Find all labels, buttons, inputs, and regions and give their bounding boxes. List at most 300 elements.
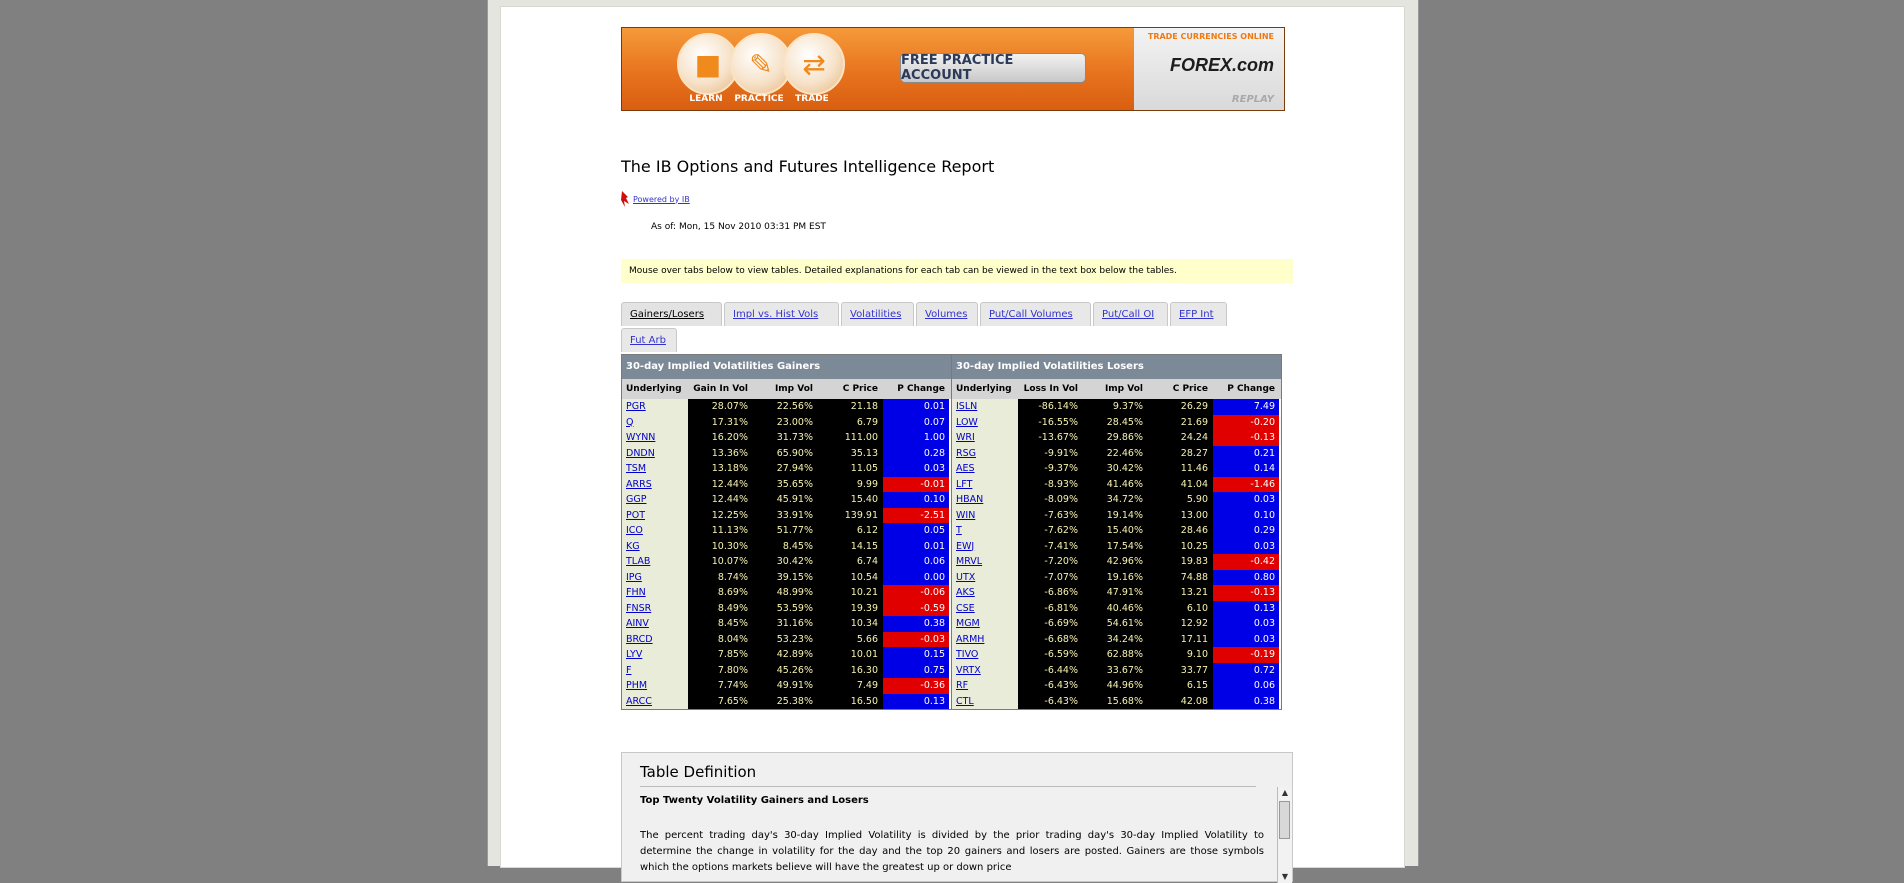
imp-vol-cell: 31.16% — [753, 616, 818, 632]
p-change-cell: 0.38 — [883, 616, 949, 632]
c-price-cell: 28.46 — [1148, 523, 1213, 539]
p-change-cell: 0.80 — [1213, 570, 1279, 586]
trade-label: TRADE — [795, 94, 829, 104]
c-price-cell: 13.00 — [1148, 508, 1213, 524]
c-price-cell: 41.04 — [1148, 477, 1213, 493]
symbol-link[interactable]: TSM — [626, 463, 647, 474]
underlying-symbol-cell — [952, 647, 1018, 663]
c-price-cell: 6.74 — [818, 554, 883, 570]
symbol-link[interactable]: TLAB — [626, 556, 651, 567]
underlying-symbol-cell — [622, 585, 688, 601]
gainers-table-title: 30-day Implied Volatilities Gainers — [622, 355, 951, 379]
symbol-link[interactable]: LYV — [626, 649, 643, 660]
vol-change-cell: 11.13% — [688, 523, 753, 539]
vol-change-cell: -86.14% — [1018, 399, 1083, 415]
p-change-cell: 0.38 — [1213, 694, 1279, 710]
imp-vol-cell: 19.14% — [1083, 508, 1148, 524]
imp-vol-cell: 9.37% — [1083, 399, 1148, 415]
p-change-cell: 0.75 — [883, 663, 949, 679]
p-change-cell: -0.01 — [883, 477, 949, 493]
gainers-table — [621, 354, 952, 710]
tab-volatilities[interactable]: Volatilities — [841, 302, 914, 326]
symbol-link[interactable]: UTX — [956, 571, 976, 583]
tab-impl-vs-hist-vols[interactable]: Impl vs. Hist Vols — [724, 302, 839, 326]
underlying-symbol-cell — [622, 399, 688, 415]
col-gain-in-vol: Gain In Vol — [693, 384, 748, 394]
p-change-cell: 0.13 — [883, 694, 949, 710]
learn-label: LEARN — [689, 94, 723, 104]
vol-change-cell: -8.09% — [1018, 492, 1083, 508]
tab-fut-arb[interactable]: Fut Arb — [621, 328, 677, 352]
p-change-cell: -2.51 — [883, 508, 949, 524]
underlying-symbol-cell — [622, 632, 688, 648]
underlying-symbol-cell — [622, 415, 688, 431]
tab-efp-int[interactable]: EFP Int — [1170, 302, 1227, 326]
tab-gainers-losers[interactable]: Gainers/Losers — [621, 302, 722, 326]
imp-vol-cell: 65.90% — [753, 446, 818, 462]
p-change-cell: 0.29 — [1213, 523, 1279, 539]
c-price-cell: 42.08 — [1148, 694, 1213, 710]
imp-vol-cell: 30.42% — [1083, 461, 1148, 477]
underlying-symbol-cell — [622, 678, 688, 694]
table-row — [622, 508, 951, 524]
p-change-cell: 0.21 — [1213, 446, 1279, 462]
definition-scrollbar[interactable] — [1277, 787, 1292, 883]
imp-vol-cell: 44.96% — [1083, 678, 1148, 694]
table-row — [622, 539, 951, 555]
symbol-link[interactable]: PGR — [626, 401, 646, 412]
c-price-cell: 5.90 — [1148, 492, 1213, 508]
col-underlying: Underlying — [956, 384, 1012, 394]
p-change-cell: -0.13 — [1213, 430, 1279, 446]
symbol-link[interactable]: POT — [626, 509, 646, 521]
symbol-link[interactable]: DNDN — [626, 447, 655, 459]
imp-vol-cell: 29.86% — [1083, 430, 1148, 446]
p-change-cell: -0.42 — [1213, 554, 1279, 570]
report-page — [500, 6, 1405, 881]
table-row — [952, 523, 1281, 539]
table-row — [622, 554, 951, 570]
definition-body: The percent trading day's 30-day Implied Volatility is divided by the prior trading day's 30-day Implied Volatility to determine the change in volatility for the day and the top 20 gainers and losers are posted. Gainers are those symbols which the options markets believe will have the greatest up or down price — [640, 830, 1264, 873]
instruction-notice: Mouse over tabs below to view tables. Detailed explanations for each tab can be viewed in the text box below the tables. — [621, 259, 1293, 283]
table-row — [622, 477, 951, 493]
forex-logo: FOREX.com — [1169, 55, 1274, 75]
table-row — [952, 554, 1281, 570]
table-row — [622, 694, 951, 710]
symbol-link[interactable]: AKS — [956, 587, 975, 598]
vol-change-cell: 8.45% — [688, 616, 753, 632]
underlying-symbol-cell — [952, 585, 1018, 601]
table-row — [952, 663, 1281, 679]
vol-change-cell: -6.59% — [1018, 647, 1083, 663]
symbol-link[interactable]: RSG — [956, 447, 976, 459]
imp-vol-cell: 49.91% — [753, 678, 818, 694]
c-price-cell: 17.11 — [1148, 632, 1213, 648]
table-definition-box — [621, 752, 1293, 882]
symbol-link[interactable]: PHM — [626, 680, 648, 691]
imp-vol-cell: 53.23% — [753, 632, 818, 648]
symbol-link[interactable]: AINV — [626, 618, 649, 629]
imp-vol-cell: 19.16% — [1083, 570, 1148, 586]
p-change-cell: 0.03 — [1213, 616, 1279, 632]
imp-vol-cell: 45.26% — [753, 663, 818, 679]
definition-divider — [640, 786, 1256, 787]
imp-vol-cell: 17.54% — [1083, 539, 1148, 555]
symbol-link[interactable]: ARMH — [956, 633, 985, 645]
definition-heading: Table Definition — [640, 763, 757, 781]
pencil-icon: ✎ — [730, 33, 792, 95]
imp-vol-cell: 28.45% — [1083, 415, 1148, 431]
table-row — [952, 601, 1281, 617]
underlying-symbol-cell — [622, 430, 688, 446]
p-change-cell: -0.36 — [883, 678, 949, 694]
c-price-cell: 139.91 — [818, 508, 883, 524]
imp-vol-cell: 48.99% — [753, 585, 818, 601]
vol-change-cell: 7.74% — [688, 678, 753, 694]
table-row — [622, 415, 951, 431]
c-price-cell: 24.24 — [1148, 430, 1213, 446]
symbol-link[interactable]: Q — [626, 416, 634, 428]
c-price-cell: 19.83 — [1148, 554, 1213, 570]
imp-vol-cell: 25.38% — [753, 694, 818, 710]
underlying-symbol-cell — [622, 446, 688, 462]
vol-change-cell: 12.25% — [688, 508, 753, 524]
c-price-cell: 6.12 — [818, 523, 883, 539]
underlying-symbol-cell — [622, 663, 688, 679]
p-change-cell: 7.49 — [1213, 399, 1279, 415]
vol-change-cell: 17.31% — [688, 415, 753, 431]
underlying-symbol-cell — [622, 554, 688, 570]
p-change-cell: 0.06 — [883, 554, 949, 570]
banner-tagline: TRADE CURRENCIES ONLINE — [1147, 32, 1274, 41]
imp-vol-cell: 33.91% — [753, 508, 818, 524]
forex-ad-banner[interactable] — [621, 27, 1285, 111]
col-underlying: Underlying — [626, 384, 682, 394]
ib-logo-icon — [621, 189, 630, 209]
table-row — [952, 415, 1281, 431]
underlying-symbol-cell — [952, 678, 1018, 694]
c-price-cell: 21.69 — [1148, 415, 1213, 431]
col-loss-in-vol: Loss In Vol — [1023, 384, 1078, 394]
imp-vol-cell: 34.24% — [1083, 632, 1148, 648]
table-row — [622, 492, 951, 508]
p-change-cell: 0.03 — [1213, 492, 1279, 508]
scroll-up-icon[interactable]: ▲ — [1281, 788, 1289, 797]
losers-table-title: 30-day Implied Volatilities Losers — [952, 355, 1281, 379]
underlying-symbol-cell — [952, 570, 1018, 586]
table-row — [952, 430, 1281, 446]
vol-change-cell: -6.68% — [1018, 632, 1083, 648]
symbol-link[interactable]: LOW — [956, 416, 978, 428]
vol-change-cell: 10.30% — [688, 539, 753, 555]
free-practice-account-button[interactable]: FREE PRACTICE ACCOUNT — [900, 53, 1086, 83]
underlying-symbol-cell — [952, 554, 1018, 570]
underlying-symbol-cell — [622, 508, 688, 524]
underlying-symbol-cell — [952, 508, 1018, 524]
vol-change-cell: -13.67% — [1018, 430, 1083, 446]
definition-subheading: Top Twenty Volatility Gainers and Losers — [640, 795, 869, 806]
underlying-symbol-cell — [622, 616, 688, 632]
tab-volumes[interactable]: Volumes — [916, 302, 978, 326]
symbol-link[interactable]: IPG — [626, 571, 642, 583]
vol-change-cell: 8.49% — [688, 601, 753, 617]
symbol-link[interactable]: ARCC — [626, 695, 652, 707]
table-row — [622, 523, 951, 539]
symbol-link[interactable]: ICO — [626, 525, 643, 536]
gainers-column-headers — [622, 379, 951, 399]
p-change-cell: 0.01 — [883, 539, 949, 555]
symbol-link[interactable]: MRVL — [956, 556, 983, 567]
underlying-symbol-cell — [622, 647, 688, 663]
symbol-link[interactable]: TIVO — [956, 649, 979, 660]
symbol-link[interactable]: RF — [956, 680, 969, 691]
table-row — [622, 399, 951, 415]
c-price-cell: 9.10 — [1148, 647, 1213, 663]
table-row — [952, 461, 1281, 477]
imp-vol-cell: 15.68% — [1083, 694, 1148, 710]
vol-change-cell: 7.65% — [688, 694, 753, 710]
table-row — [952, 616, 1281, 632]
c-price-cell: 11.46 — [1148, 461, 1213, 477]
p-change-cell: -0.20 — [1213, 415, 1279, 431]
imp-vol-cell: 22.56% — [753, 399, 818, 415]
table-row — [952, 492, 1281, 508]
imp-vol-cell: 23.00% — [753, 415, 818, 431]
symbol-link[interactable]: AES — [956, 463, 975, 474]
book-icon: ■ — [677, 33, 739, 95]
vol-change-cell: -8.93% — [1018, 477, 1083, 493]
c-price-cell: 10.34 — [818, 616, 883, 632]
vol-change-cell: -7.62% — [1018, 523, 1083, 539]
vol-change-cell: -16.55% — [1018, 415, 1083, 431]
p-change-cell: -1.46 — [1213, 477, 1279, 493]
vol-change-cell: 13.36% — [688, 446, 753, 462]
imp-vol-cell: 8.45% — [753, 539, 818, 555]
vol-change-cell: -6.43% — [1018, 694, 1083, 710]
p-change-cell: 0.01 — [883, 399, 949, 415]
losers-column-headers — [952, 379, 1281, 399]
symbol-link[interactable]: FHN — [626, 587, 646, 598]
symbol-link[interactable]: WYNN — [626, 432, 656, 443]
c-price-cell: 33.77 — [1148, 663, 1213, 679]
vol-change-cell: -6.69% — [1018, 616, 1083, 632]
symbol-link[interactable]: CSE — [956, 602, 975, 614]
vol-change-cell: 12.44% — [688, 477, 753, 493]
imp-vol-cell: 15.40% — [1083, 523, 1148, 539]
p-change-cell: -0.19 — [1213, 647, 1279, 663]
underlying-symbol-cell — [622, 523, 688, 539]
page-title: The IB Options and Futures Intelligence Report — [621, 157, 995, 176]
symbol-link[interactable]: BRCD — [626, 633, 653, 645]
losers-table — [951, 354, 1282, 710]
vol-change-cell: -6.81% — [1018, 601, 1083, 617]
underlying-symbol-cell — [622, 694, 688, 710]
underlying-symbol-cell — [622, 461, 688, 477]
c-price-cell: 6.15 — [1148, 678, 1213, 694]
table-row — [952, 399, 1281, 415]
table-row — [622, 601, 951, 617]
powered-by — [621, 189, 690, 209]
symbol-link[interactable]: FNSR — [626, 602, 652, 614]
col-p-change: P Change — [897, 384, 945, 394]
c-price-cell: 26.29 — [1148, 399, 1213, 415]
imp-vol-cell: 31.73% — [753, 430, 818, 446]
p-change-cell: 0.72 — [1213, 663, 1279, 679]
imp-vol-cell: 22.46% — [1083, 446, 1148, 462]
c-price-cell: 9.99 — [818, 477, 883, 493]
p-change-cell: 0.10 — [1213, 508, 1279, 524]
symbol-link[interactable]: VRTX — [956, 664, 981, 676]
imp-vol-cell: 53.59% — [753, 601, 818, 617]
vol-change-cell: -6.43% — [1018, 678, 1083, 694]
underlying-symbol-cell — [622, 570, 688, 586]
symbol-link[interactable]: WIN — [956, 509, 976, 521]
c-price-cell: 10.54 — [818, 570, 883, 586]
underlying-symbol-cell — [622, 492, 688, 508]
p-change-cell: 1.00 — [883, 430, 949, 446]
table-row — [622, 663, 951, 679]
vol-change-cell: -6.86% — [1018, 585, 1083, 601]
symbol-link[interactable]: HBAN — [956, 494, 984, 505]
imp-vol-cell: 54.61% — [1083, 616, 1148, 632]
underlying-symbol-cell — [952, 461, 1018, 477]
c-price-cell: 74.88 — [1148, 570, 1213, 586]
c-price-cell: 21.18 — [818, 399, 883, 415]
c-price-cell: 12.92 — [1148, 616, 1213, 632]
table-row — [952, 477, 1281, 493]
c-price-cell: 11.05 — [818, 461, 883, 477]
tab-put-call-volumes[interactable]: Put/Call Volumes — [980, 302, 1091, 326]
c-price-cell: 6.79 — [818, 415, 883, 431]
col-c-price: C Price — [842, 384, 878, 394]
vol-change-cell: 28.07% — [688, 399, 753, 415]
c-price-cell: 6.10 — [1148, 601, 1213, 617]
exchange-arrows-icon: ⇄ — [783, 33, 845, 95]
vol-change-cell: 7.85% — [688, 647, 753, 663]
as-of-timestamp: As of: Mon, 15 Nov 2010 03:31 PM EST — [651, 222, 826, 232]
vol-change-cell: -7.07% — [1018, 570, 1083, 586]
c-price-cell: 10.01 — [818, 647, 883, 663]
vol-change-cell: 8.04% — [688, 632, 753, 648]
p-change-cell: 0.14 — [1213, 461, 1279, 477]
imp-vol-cell: 42.89% — [753, 647, 818, 663]
symbol-link[interactable]: EWJ — [956, 540, 975, 552]
c-price-cell: 10.21 — [818, 585, 883, 601]
c-price-cell: 13.21 — [1148, 585, 1213, 601]
vol-change-cell: 13.18% — [688, 461, 753, 477]
table-row — [622, 632, 951, 648]
underlying-symbol-cell — [952, 415, 1018, 431]
imp-vol-cell: 42.96% — [1083, 554, 1148, 570]
vol-change-cell: -6.44% — [1018, 663, 1083, 679]
scroll-down-icon[interactable]: ▼ — [1281, 872, 1289, 881]
scrollbar-thumb[interactable] — [1279, 801, 1290, 839]
vol-change-cell: 16.20% — [688, 430, 753, 446]
table-row — [952, 446, 1281, 462]
symbol-link[interactable]: MGM — [956, 618, 980, 629]
table-row — [952, 585, 1281, 601]
symbol-link[interactable]: LFT — [956, 478, 973, 490]
symbol-link[interactable]: GGP — [626, 494, 647, 505]
symbol-link[interactable]: KG — [626, 540, 640, 552]
table-row — [622, 570, 951, 586]
table-row — [622, 461, 951, 477]
underlying-symbol-cell — [952, 539, 1018, 555]
p-change-cell: 0.13 — [1213, 601, 1279, 617]
table-row — [952, 647, 1281, 663]
underlying-symbol-cell — [952, 694, 1018, 710]
symbol-link[interactable]: F — [626, 664, 632, 676]
table-row — [952, 570, 1281, 586]
symbol-link[interactable]: WRI — [956, 432, 975, 443]
vol-change-cell: -7.41% — [1018, 539, 1083, 555]
underlying-symbol-cell — [622, 539, 688, 555]
p-change-cell: 0.07 — [883, 415, 949, 431]
c-price-cell: 15.40 — [818, 492, 883, 508]
p-change-cell: 0.00 — [883, 570, 949, 586]
imp-vol-cell: 41.46% — [1083, 477, 1148, 493]
col-c-price: C Price — [1172, 384, 1208, 394]
c-price-cell: 7.49 — [818, 678, 883, 694]
vol-change-cell: -9.37% — [1018, 461, 1083, 477]
underlying-symbol-cell — [952, 399, 1018, 415]
underlying-symbol-cell — [952, 477, 1018, 493]
imp-vol-cell: 33.67% — [1083, 663, 1148, 679]
p-change-cell: -0.03 — [883, 632, 949, 648]
table-row — [622, 616, 951, 632]
replay-button[interactable]: REPLAY — [1231, 94, 1274, 105]
imp-vol-cell: 45.91% — [753, 492, 818, 508]
vol-change-cell: 12.44% — [688, 492, 753, 508]
underlying-symbol-cell — [952, 492, 1018, 508]
underlying-symbol-cell — [952, 616, 1018, 632]
powered-by-link[interactable]: Powered by IB — [633, 194, 690, 204]
imp-vol-cell: 47.91% — [1083, 585, 1148, 601]
c-price-cell: 14.15 — [818, 539, 883, 555]
symbol-link[interactable]: ARRS — [626, 478, 652, 490]
p-change-cell: 0.15 — [883, 647, 949, 663]
symbol-link[interactable]: ISLN — [956, 401, 978, 412]
vol-change-cell: -9.91% — [1018, 446, 1083, 462]
p-change-cell: -0.59 — [883, 601, 949, 617]
symbol-link[interactable]: T — [956, 525, 962, 536]
underlying-symbol-cell — [952, 446, 1018, 462]
symbol-link[interactable]: CTL — [956, 695, 974, 707]
c-price-cell: 5.66 — [818, 632, 883, 648]
vol-change-cell: 8.74% — [688, 570, 753, 586]
vol-change-cell: 8.69% — [688, 585, 753, 601]
imp-vol-cell: 27.94% — [753, 461, 818, 477]
table-row — [952, 508, 1281, 524]
col-imp-vol: Imp Vol — [1104, 384, 1143, 394]
imp-vol-cell: 51.77% — [753, 523, 818, 539]
p-change-cell: 0.10 — [883, 492, 949, 508]
imp-vol-cell: 30.42% — [753, 554, 818, 570]
c-price-cell: 16.50 — [818, 694, 883, 710]
underlying-symbol-cell — [952, 663, 1018, 679]
tab-put-call-oi[interactable]: Put/Call OI — [1093, 302, 1168, 326]
imp-vol-cell: 62.88% — [1083, 647, 1148, 663]
table-row — [622, 430, 951, 446]
p-change-cell: 0.03 — [1213, 539, 1279, 555]
col-imp-vol: Imp Vol — [774, 384, 813, 394]
p-change-cell: 0.06 — [1213, 678, 1279, 694]
vol-change-cell: -7.63% — [1018, 508, 1083, 524]
c-price-cell: 111.00 — [818, 430, 883, 446]
p-change-cell: 0.03 — [883, 461, 949, 477]
practice-label: PRACTICE — [734, 94, 784, 104]
table-row — [952, 539, 1281, 555]
